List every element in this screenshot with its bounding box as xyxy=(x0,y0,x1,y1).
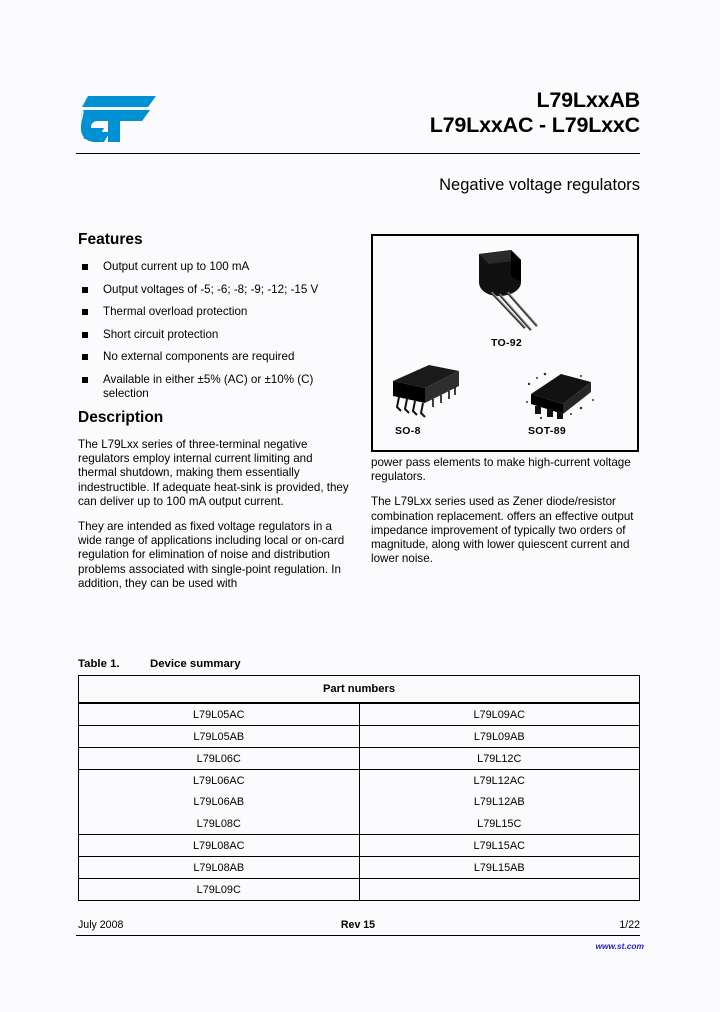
page-header xyxy=(76,88,640,160)
table-caption-title: Device summary xyxy=(150,658,241,670)
table-cell: L79L05AB xyxy=(79,726,360,748)
table-cell xyxy=(359,879,640,901)
table-cell: L79L08AB xyxy=(79,857,360,879)
table-cell: L79L12C xyxy=(359,748,640,770)
footer-website-link[interactable]: www.st.com xyxy=(595,941,644,951)
table-row xyxy=(79,748,640,770)
table-cell: L79L15AC xyxy=(359,835,640,857)
table-cell: L79L05AC xyxy=(79,703,360,726)
sot89-package-image xyxy=(521,368,599,424)
footer-page-number: 1/22 xyxy=(619,919,640,931)
table-cell: L79L06AC xyxy=(79,770,360,792)
feature-item xyxy=(78,305,353,319)
description-paragraph: The L79Lxx series of three-terminal negative regulators employ internal current limiting and thermal shutdown, making them essentially indestructible. If adequate heat-sink is provided, they can deliver up to 100 mA output current. xyxy=(78,438,349,508)
header-divider xyxy=(76,153,640,154)
footer-date: July 2008 xyxy=(78,919,124,931)
left-column xyxy=(78,231,353,602)
st-logo xyxy=(80,94,158,144)
table-row xyxy=(79,813,640,835)
footer-divider xyxy=(76,935,640,936)
table-cell: L79L15C xyxy=(359,813,640,835)
features-list xyxy=(78,260,353,401)
feature-text: Thermal overload protection xyxy=(103,305,248,318)
feature-item xyxy=(78,260,353,274)
table-cell: L79L09AC xyxy=(359,703,640,726)
table-row xyxy=(79,703,640,726)
document-title xyxy=(430,88,640,138)
document-subtitle: Negative voltage regulators xyxy=(439,176,640,194)
square-bullet-icon xyxy=(82,354,88,360)
table-cell: L79L15AB xyxy=(359,857,640,879)
feature-text: No external components are required xyxy=(103,350,295,363)
package-label-to92: TO-92 xyxy=(491,337,523,349)
square-bullet-icon xyxy=(82,309,88,315)
description-paragraph: power pass elements to make high-current voltage regulators. xyxy=(371,456,631,484)
table-row xyxy=(79,726,640,748)
feature-text: Short circuit protection xyxy=(103,327,219,341)
feature-text: Output current up to 100 mA xyxy=(103,260,250,273)
table-row xyxy=(79,879,640,901)
feature-item xyxy=(78,328,353,342)
table-cell: L79L06C xyxy=(79,748,360,770)
feature-item xyxy=(78,373,353,401)
table-cell: L79L08C xyxy=(79,813,360,835)
table-header-row xyxy=(79,676,640,704)
features-heading: Features xyxy=(78,231,143,248)
square-bullet-icon xyxy=(82,332,88,338)
description-paragraph: The L79Lxx series used as Zener diode/resistor combination replacement. offers an effective output impedance improvement of typically two orders of magnitude, along with lower quiescent current and lower noise. xyxy=(371,495,634,566)
table-cell: L79L08AC xyxy=(79,835,360,857)
table-caption-number: Table 1. xyxy=(78,658,120,670)
table-cell: L79L12AB xyxy=(359,791,640,813)
square-bullet-icon xyxy=(82,287,88,293)
description-paragraph: They are intended as fixed voltage regulators in a wide range of applications including local or on-card regulation for elimination of noise and distribution problems associated with single-point regulation. In addition, they can be used with xyxy=(78,520,345,590)
package-illustration-box xyxy=(371,234,639,452)
table-cell: L79L09AB xyxy=(359,726,640,748)
feature-text: Output voltages of -5; -6; -8; -9; -12; -15 V xyxy=(103,282,319,296)
so8-package-image xyxy=(385,361,463,423)
square-bullet-icon xyxy=(82,377,88,383)
device-summary-table xyxy=(78,675,640,901)
table-cell: L79L09C xyxy=(79,879,360,901)
to92-package-image xyxy=(465,246,557,338)
title-line-1: L79LxxAB xyxy=(536,88,640,112)
feature-item xyxy=(78,350,353,364)
right-column xyxy=(371,456,643,577)
description-heading: Description xyxy=(78,409,164,426)
package-label-sot89: SOT-89 xyxy=(528,425,566,437)
table-header-cell: Part numbers xyxy=(79,676,640,704)
table-caption xyxy=(78,658,241,670)
table-row xyxy=(79,791,640,813)
table-cell: L79L12AC xyxy=(359,770,640,792)
table-row xyxy=(79,770,640,792)
table-row xyxy=(79,857,640,879)
feature-text: Available in either ±5% (AC) or ±10% (C) selection xyxy=(103,372,314,400)
table-row xyxy=(79,835,640,857)
package-label-so8: SO-8 xyxy=(395,425,421,437)
footer-revision: Rev 15 xyxy=(340,919,376,931)
title-line-2: L79LxxAC - L79LxxC xyxy=(429,113,640,137)
feature-item xyxy=(78,283,353,297)
table-cell: L79L06AB xyxy=(79,791,360,813)
square-bullet-icon xyxy=(82,264,88,270)
